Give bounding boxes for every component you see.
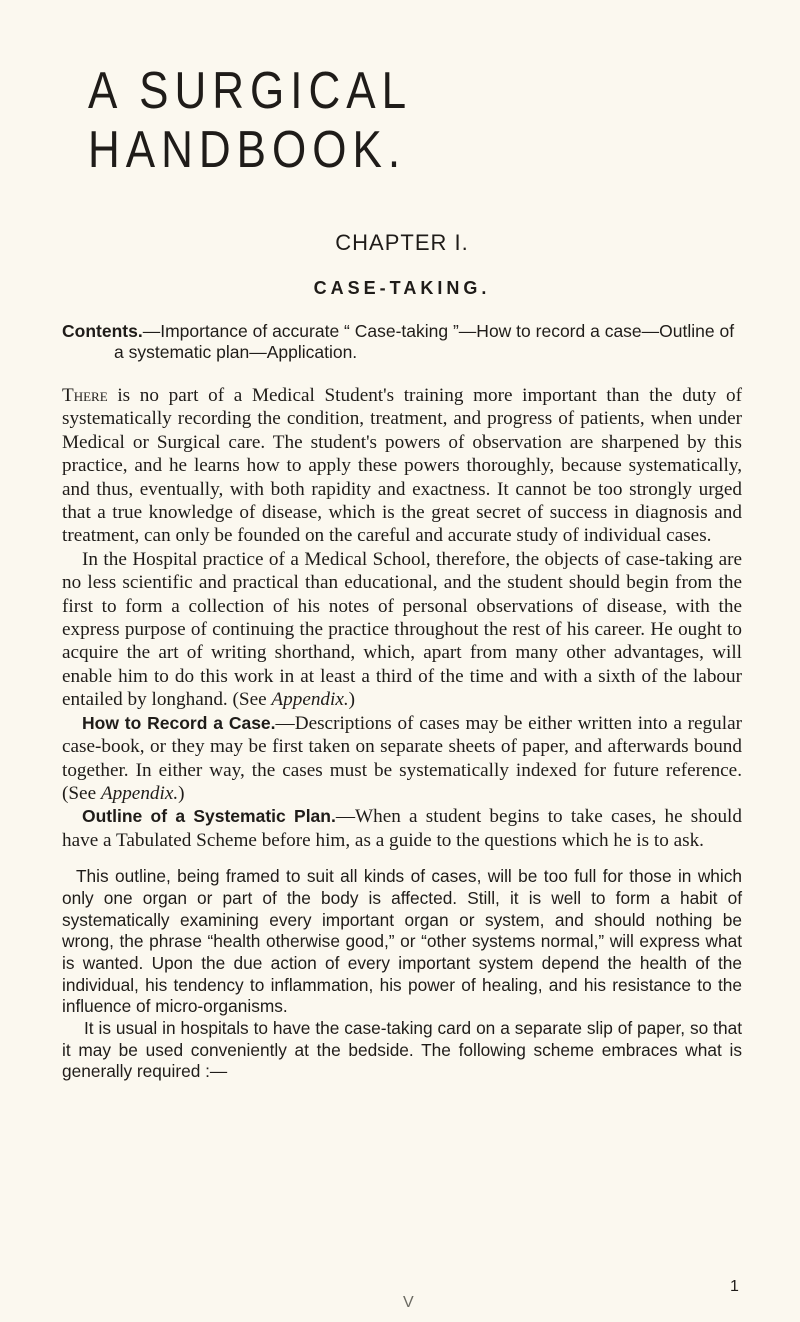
paragraph-case-card: It is usual in hospitals to have the case-taking card on a separate slip of paper, so that it may be used conveniently at the bedside. The following scheme embraces what is generally required :— — [62, 1018, 742, 1082]
contents-label: Contents. — [62, 321, 143, 341]
small-print-text — [62, 866, 742, 1083]
appendix-reference: Appendix. — [100, 782, 179, 804]
section-title: CASE-TAKING. — [313, 278, 491, 298]
paragraph-hospital-practice — [62, 548, 742, 712]
drop-word: There — [62, 385, 108, 406]
paragraph-outline-note: This outline, being framed to suit all kinds of cases, will be too full for those in which only one organ or part of the body is affected. Still, it is well to form a habit of systematically examining every important organ or system, and should nothing be wrong, the phrase “health otherwise good,” or “other systems normal,” will express what is wanted. Upon the due action of every important system depend the health of the individual, his tendency to inflammation, his power of healing, and his resistance to the influence of micro-organisms. — [62, 866, 742, 1017]
book-title: A SURGICAL HANDBOOK. — [88, 62, 411, 179]
closing-parenthesis: ) — [348, 689, 356, 711]
subheading-how-to-record: How to Record a Case. — [82, 712, 276, 733]
closing-parenthesis: ) — [178, 782, 185, 804]
chapter-heading: CHAPTER I. — [335, 230, 469, 255]
page-number: 1 — [730, 1278, 739, 1295]
contents-summary — [62, 321, 742, 363]
paragraph-hospital-practice-text: In the Hospital practice of a Medical School, therefore, the objects of case-taking are no less scientific and practical than educational, and the student should begin from the first to form a collection of his notes of personal observations of disease, with the express purpose of continuing the practice throughout the rest of his career. He ought to acquire the art of writing shorthand, which, apart from many other advantages, will enable him to do this work in at least a third of the time and with a sixth of the labour entailed by longhand. (See — [62, 548, 742, 711]
appendix-reference: Appendix. — [271, 689, 349, 711]
paragraph-outline — [62, 805, 742, 852]
paragraph-how-to-record-text: —Descriptions of cases may be either written into a regular case-book, or they may be first taken on separate sheets of paper, and afterwards bound together. In either way, the cases must be systematically indexed for future reference. (See — [62, 712, 742, 804]
contents-text: —Importance of accurate “ Case-taking ”—How to record a case—Outline of a systematic plan—Application. — [114, 321, 735, 362]
paragraph-how-to-record — [62, 712, 742, 806]
signature-mark: V — [403, 1294, 414, 1311]
paragraph-intro-text: is no part of a Medical Student's training more important than the duty of systematically recording the condition, treatment, and progress of patients, when under Medical or Surgical care. The student's powers of observation are sharpened by this practice, and he learns how to apply these powers thoroughly, because systematically, and thus, eventually, with both rapidity and exactness. It cannot be too strongly urged that a true knowledge of disease, which is the great secret of success in diagnosis and treatment, can only be founded on the careful and accurate study of individual cases. — [62, 385, 742, 547]
paragraph-outline-text: —When a student begins to take cases, he should have a Tabulated Scheme before him, as a guide to the questions which he is to ask. — [62, 806, 742, 851]
main-text — [62, 384, 742, 852]
subheading-outline: Outline of a Systematic Plan. — [82, 806, 336, 827]
paragraph-intro — [62, 384, 742, 548]
